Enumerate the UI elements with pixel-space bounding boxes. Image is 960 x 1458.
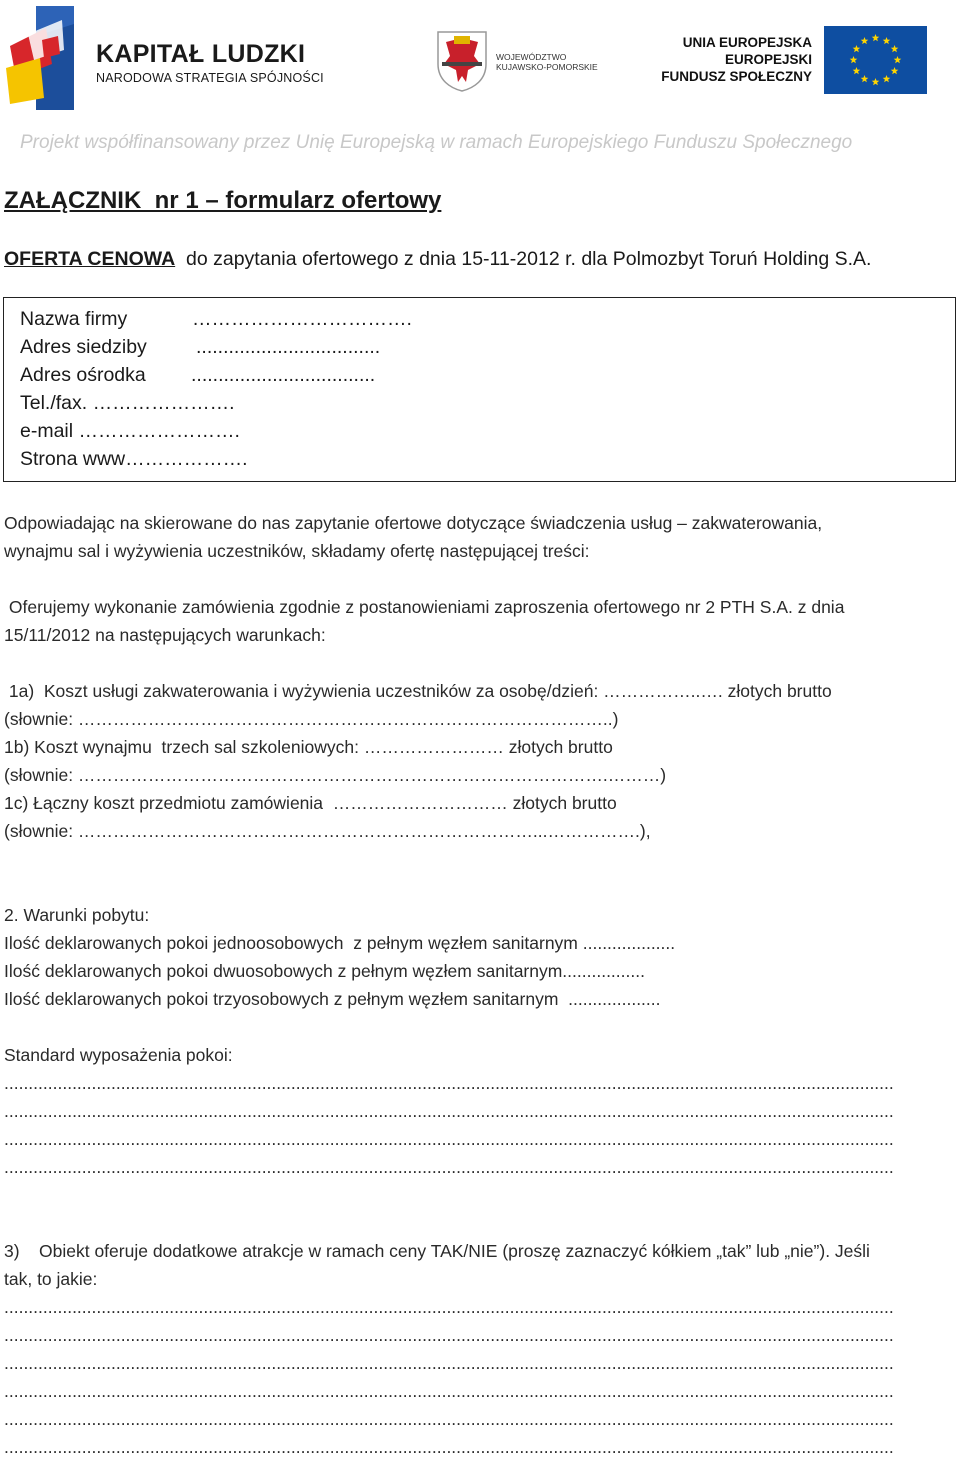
- triple-rooms-line: Ilość deklarowanych pokoi trzyosobowych z pełnym węzłem sanitarnym ...................: [4, 989, 661, 1009]
- cost-1a: 1a) Koszt usługi zakwaterowania i wyżywienia uczestników za osobę/dzień: ……………..…. złotych brutto: [4, 681, 832, 701]
- kapital-ludzki-title: KAPITAŁ LUDZKI: [96, 40, 306, 68]
- attractions-question-line-1: 3) Obiekt oferuje dodatkowe atrakcje w ramach ceny TAK/NIE (proszę zaznaczyć kółkiem „tak” lub „nie”). Jeśli: [4, 1241, 870, 1261]
- offer-line-1: Oferujemy wykonanie zamówienia zgodnie z postanowieniami zaproszenia ofertowego nr 2 PTH S.A. z dnia: [4, 597, 845, 617]
- attractions-line-6: .......................................................................................................................................................................................: [4, 1437, 894, 1457]
- room-standard-label: Standard wyposażenia pokoi:: [4, 1045, 233, 1065]
- ue-line1: UNIA EUROPEJSKA: [682, 35, 812, 50]
- project-cofinancing-note: Projekt współfinansowany przez Unię Europejską w ramach Europejskiego Funduszu Społecznego: [20, 132, 853, 153]
- cost-1a-words: (słownie: ………………………………………………………………………………..): [4, 709, 619, 729]
- attractions-line-2: .......................................................................................................................................................................................: [4, 1325, 894, 1345]
- attractions-line-4: .......................................................................................................................................................................................: [4, 1381, 894, 1401]
- room-standard-line-3: .......................................................................................................................................................................................: [4, 1129, 894, 1149]
- single-rooms-line: Ilość deklarowanych pokoi jednoosobowych z pełnym węzłem sanitarnym ...................: [4, 933, 676, 953]
- attractions-line-3: .......................................................................................................................................................................................: [4, 1353, 894, 1373]
- ue-line3: FUNDUSZ SPOŁECZNY: [661, 69, 812, 84]
- wojewodztwo-line2: KUJAWSKO-POMORSKIE: [496, 62, 598, 72]
- room-standard-line-4: .......................................................................................................................................................................................: [4, 1157, 894, 1177]
- company-name-dots: …………………………….: [192, 308, 412, 330]
- eu-flag-icon: [824, 26, 927, 94]
- company-name-label: Nazwa firmy: [20, 308, 128, 330]
- cost-1c-words: (słownie: ……………………………………………………………………...…………….),: [4, 821, 651, 841]
- offer-heading-rest: do zapytania ofertowego z dnia 15-11-2012 r. dla Polmozbyt Toruń Holding S.A.: [175, 248, 872, 270]
- room-standard-line-1: .......................................................................................................................................................................................: [4, 1073, 894, 1093]
- center-address-label: Adres ośrodka: [20, 364, 146, 386]
- intro-line-2: wynajmu sal i wyżywienia uczestników, składamy ofertę następującej treści:: [4, 541, 590, 561]
- tel-fax-line: Tel./fax. ………………….: [20, 392, 235, 414]
- attractions-question-line-2: tak, to jakie:: [4, 1269, 98, 1289]
- hq-address-label: Adres siedziby: [20, 336, 147, 358]
- website-line: Strona www……………….: [20, 448, 248, 470]
- attractions-line-1: .......................................................................................................................................................................................: [4, 1297, 894, 1317]
- ue-line2: EUROPEJSKI: [724, 52, 812, 67]
- intro-line-1: Odpowiadając na skierowane do nas zapytanie ofertowe dotyczące świadczenia usług – zakwaterowania,: [4, 513, 823, 533]
- kapital-ludzki-subtitle: NARODOWA STRATEGIA SPÓJNOŚCI: [96, 71, 324, 85]
- center-address-dots: ..................................: [191, 364, 376, 386]
- room-standard-line-2: .......................................................................................................................................................................................: [4, 1101, 894, 1121]
- cost-1b-words: (słownie: ……………………………………………………………………………….………): [4, 765, 667, 785]
- coat-of-arms-icon: [436, 30, 488, 92]
- stay-conditions-heading: 2. Warunki pobytu:: [4, 905, 150, 925]
- offer-line-2: 15/11/2012 na następujących warunkach:: [4, 625, 326, 645]
- double-rooms-line: Ilość deklarowanych pokoi dwuosobowych z pełnym węzłem sanitarnym.................: [4, 961, 645, 981]
- kapital-ludzki-emblem: [6, 6, 74, 110]
- cost-1b: 1b) Koszt wynajmu trzech sal szkoleniowych: …………………… złotych brutto: [4, 737, 613, 757]
- cost-1c: 1c) Łączny koszt przedmiotu zamówienia ………………………… złotych brutto: [4, 793, 617, 813]
- attractions-line-5: .......................................................................................................................................................................................: [4, 1409, 894, 1429]
- offer-heading-bold: OFERTA CENOWA: [4, 248, 176, 270]
- hq-address-dots: ..................................: [196, 336, 381, 358]
- offer-heading: [4, 248, 871, 271]
- wojewodztwo-line1: WOJEWÓDZTWO: [496, 52, 567, 62]
- page-title: ZAŁĄCZNIK nr 1 – formularz ofertowy: [4, 187, 442, 214]
- email-line: e-mail …………………….: [20, 420, 240, 442]
